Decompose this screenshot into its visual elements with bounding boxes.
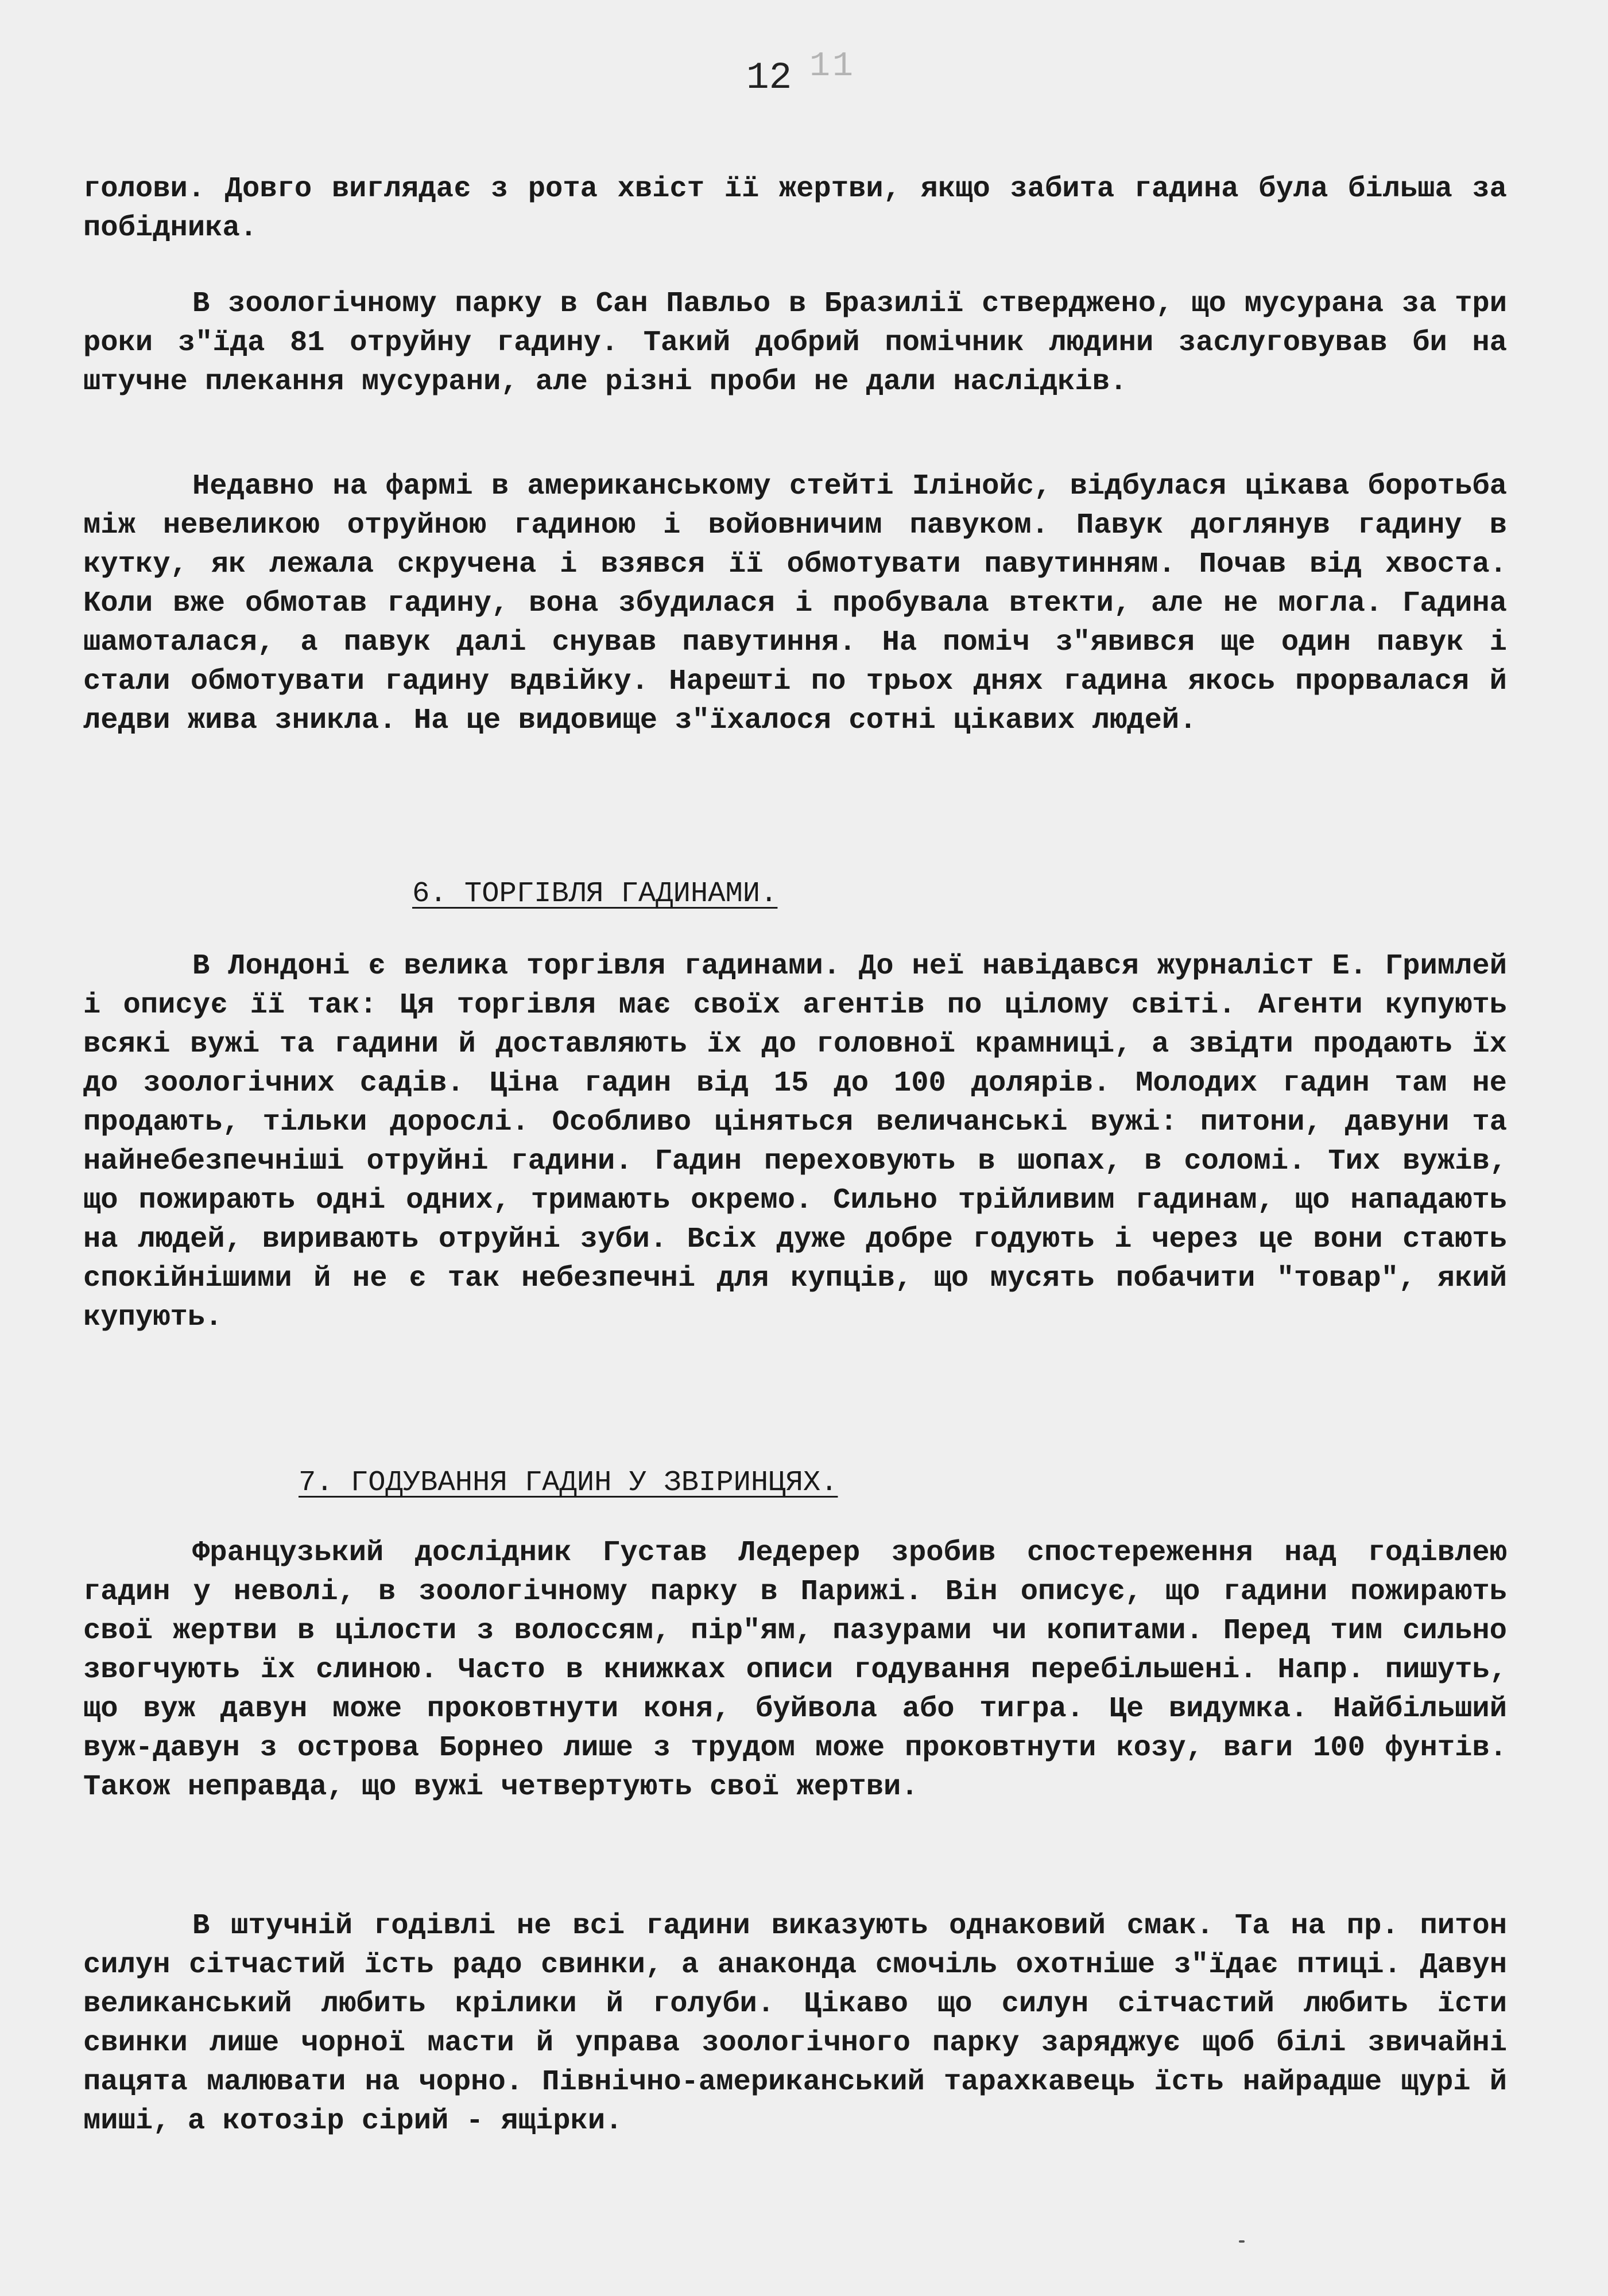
section-heading-feeding: 7. ГОДУВАННЯ ГАДИН У ЗВІРИНЦЯХ. bbox=[299, 1467, 838, 1499]
ink-speck bbox=[1239, 2240, 1245, 2243]
paragraph-sao-paulo: В зоологічному парку в Сан Павльо в Бразилії стверджено, що мусурана за три роки з"їда 81 отруйну гадину. Такий добрий помічник людини заслуговував би на штучне плекання мусурани, але різні проби не дали наслідків. bbox=[83, 288, 1507, 398]
paragraph-london-trade: В Лондоні є велика торгівля гадинами. До неї навідався журналіст Е. Гримлей і описує її так: Ця торгівля має своїх агентів по цілому світі. Агенти купують всякі вужі та гадини й доставляють їх до головної крамниці, а звідти продають їх до зоологічних садів. Ціна гадин від 15 до 100 долярів. Молодих гадин там не продають, тільки дорослі. Особливо ціняться величанські вужі: питони, давуни та найнебезпечніші отруйні гадини. Гадин переховують в шопах, в соломі. Тих вужів, що пожирають одні одних, тримають окремо. Сильно трійливим гадинам, що нападають на людей, виривають отруйні зуби. Всіх дуже добре годують і через це вони стають спокійнішими й не є так небезпечні для купців, що мусять побачити "товар", який купують. bbox=[83, 950, 1507, 1334]
paragraph-artificial-feeding: В штучній годівлі не всі гадини виказують однаковий смак. Та на пр. питон силун сітчастий їсть радо свинки, а анаконда смочіль охотніше з"їдає птиці. Давун великанський любить крілики й голуби. Цікаво що силун сітчастий любить їсти свинки лише чорної масти й управа зоологічного парку заряджує щоб білі звичайні пацята малювати на чорно. Північно-американський тарахкавець їсть найрадше щурі й миші, а котозір сірий - ящірки. bbox=[83, 1910, 1507, 2138]
paragraph-continuation: голови. Довго виглядає з рота хвіст її жертви, якщо забита гадина була більша за побідника. bbox=[83, 173, 1507, 245]
bleed-through-page-number: 11 bbox=[809, 47, 856, 86]
paragraph-illinois: Недавно на фармі в американському стейті Ілінойс, відбулася цікава боротьба між невеликою отруйною гадиною і войовничим павуком. Павук доглянув гадину в кутку, як лежала скручена і взявся її обмотувати павутинням. Почав від хвоста. Коли вже обмотав гадину, вона збудилася і пробувала втекти, але не могла. Гадина шамоталася, а павук далі снував павутиння. На поміч з"явився ще один павук і стали обмотувати гадину вдвійку. Нарешті по трьох днях гадина якось прорвалася й ледви жива зникла. На це видовище з"їхалося сотні цікавих людей. bbox=[83, 470, 1507, 737]
paragraph-lederer: Французький дослідник Густав Ледерер зробив спостереження над годівлею гадин у неволі, в зоологічному парку в Парижі. Він описує, що гадини пожирають свої жертви в цілости з волоссям, пір"ям, пазурами чи копитами. Перед тим сильно звогчують їх слиною. Часто в книжках описи годування перебільшені. Напр. пишуть, що вуж давун може проковтнути коня, буйвола або тигра. Це видумка. Найбільший вуж-давун з острова Борнео лише з трудом може проковтнути козу, ваги 100 фунтів. Також неправда, що вужі четвертують свої жертви. bbox=[83, 1537, 1507, 1804]
section-heading-snake-trade: 6. ТОРГІВЛЯ ГАДИНАМИ. bbox=[412, 878, 778, 910]
page-number: 12 bbox=[746, 56, 792, 99]
